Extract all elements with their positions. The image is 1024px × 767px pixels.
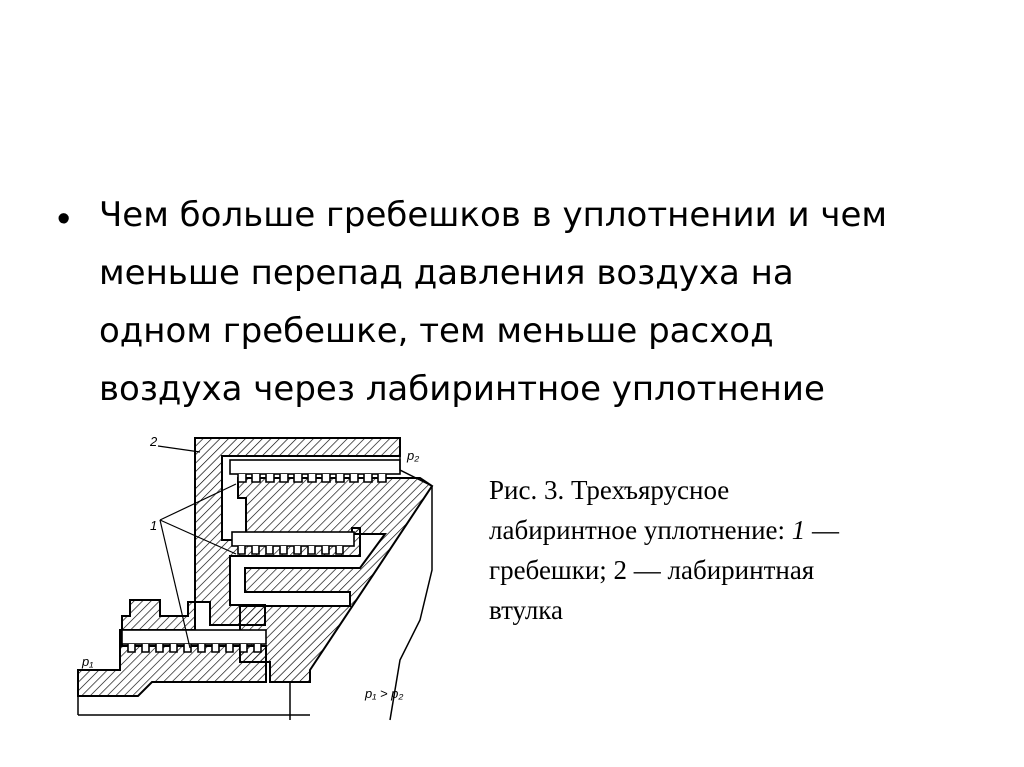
caption-line-1: Рис. 3. Трехъярусное — [489, 475, 730, 505]
caption-line-3: гребешки; 2 — лабиринтная — [489, 555, 815, 585]
caption-line-2-b: — — [805, 515, 840, 545]
figure-caption — [489, 470, 969, 630]
labyrinth-seal-figure — [60, 420, 480, 740]
label-2: 2 — [150, 434, 158, 449]
label-p1: p₁ — [82, 654, 94, 669]
caption-line-2-a: лабиринтное уплотнение: — [489, 515, 792, 545]
bullet-line-1: Чем больше гребешков в уплотнении и чем — [99, 195, 888, 235]
caption-line-2-num: 1 — [791, 515, 806, 545]
label-p2: p₂ — [407, 448, 420, 463]
caption-line-2 — [489, 510, 969, 550]
bullet-dot: • — [57, 198, 71, 240]
bullet-line-2: меньше перепад давления воздуха на — [99, 253, 794, 293]
label-1: 1 — [150, 518, 158, 533]
bullet-line-3: одном гребешке, тем меньше расход — [99, 311, 774, 351]
bullet-text — [99, 186, 969, 418]
label-pressure-relation: p₁ > p₂ — [365, 686, 404, 701]
rotor — [238, 478, 432, 682]
caption-line-4: втулка — [489, 595, 563, 625]
bullet-line-4: воздуха через лабиринтное уплотнение — [99, 369, 825, 409]
